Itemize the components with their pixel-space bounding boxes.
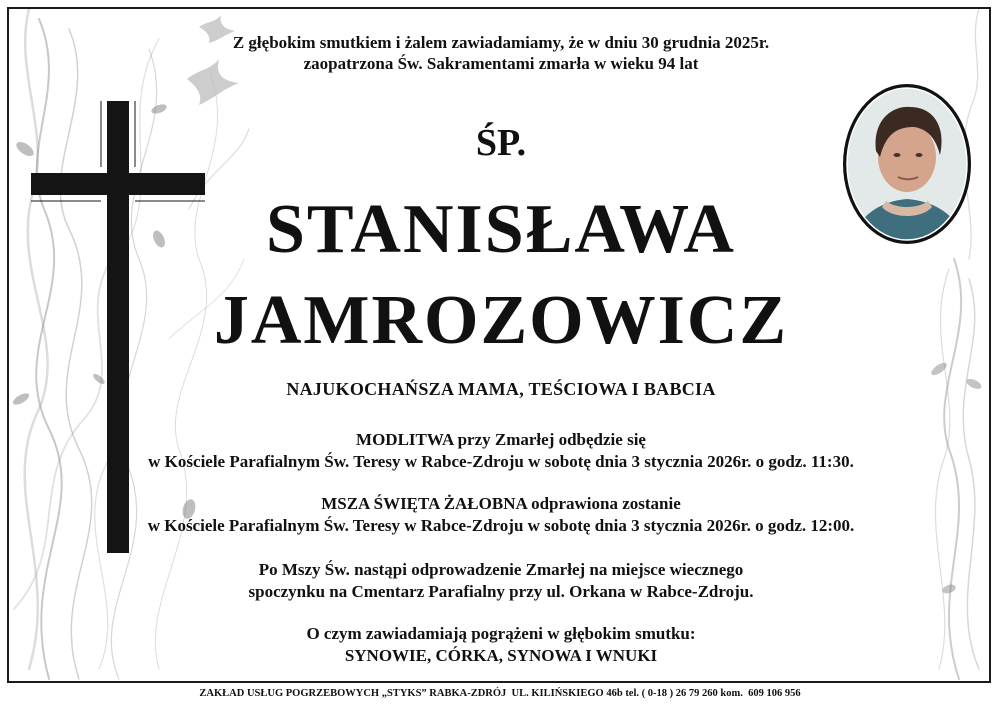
mass-heading: MSZA ŚWIĘTA ŻAŁOBNA [321, 494, 527, 513]
prayer-line-1-rest: przy Zmarłej odbędzie się [453, 430, 646, 449]
mourners-list: SYNOWIE, CÓRKA, SYNOWA I WNUKI [344, 646, 658, 665]
relation-line: NAJUKOCHAŃSZA MAMA, TEŚCIOWA I BABCIA [286, 379, 716, 399]
mass-line-1 [9, 494, 991, 514]
mass-line-1-rest: odprawiona zostanie [526, 494, 681, 513]
prayer-heading: MODLITWA [356, 430, 454, 449]
deceased-first-name: STANISŁAWA [266, 191, 736, 268]
honorific: ŚP. [475, 122, 527, 164]
burial-line-2: spoczynku na Cmentarz Parafialny przy ul. Orkana w Rabce-Zdroju. [248, 582, 754, 601]
obituary-card [7, 7, 991, 683]
mass-line-2: w Kościele Parafialnym Św. Teresy w Rabce-Zdroju w sobotę dnia 3 stycznia 2026r. o godz. 12:00. [147, 516, 855, 535]
deceased-last-name: JAMROZOWICZ [213, 282, 789, 359]
intro-line-2: zaopatrzona Św. Sakramentami zmarła w wieku 94 lat [303, 54, 699, 73]
prayer-line-2: w Kościele Parafialnym Św. Teresy w Rabce-Zdroju w sobotę dnia 3 stycznia 2026r. o godz. 11:30. [148, 452, 854, 471]
funeral-home-footer: ZAKŁAD USŁUG POGRZEBOWYCH „STYKS” RABKA-ZDRÓJ UL. KILIŃSKIEGO 46b tel. ( 0-18 ) 26 79 260 kom. 609 106 956 [199, 688, 801, 699]
closing-line-1: O czym zawiadamiają pogrążeni w głębokim smutku: [306, 624, 696, 643]
intro-line-1: Z głębokim smutkiem i żalem zawiadamiamy, że w dniu 30 grudnia 2025r. [232, 33, 770, 52]
burial-line-1: Po Mszy Św. nastąpi odprowadzenie Zmarłej na miejsce wiecznego [258, 560, 744, 579]
prayer-line-1 [9, 430, 991, 450]
